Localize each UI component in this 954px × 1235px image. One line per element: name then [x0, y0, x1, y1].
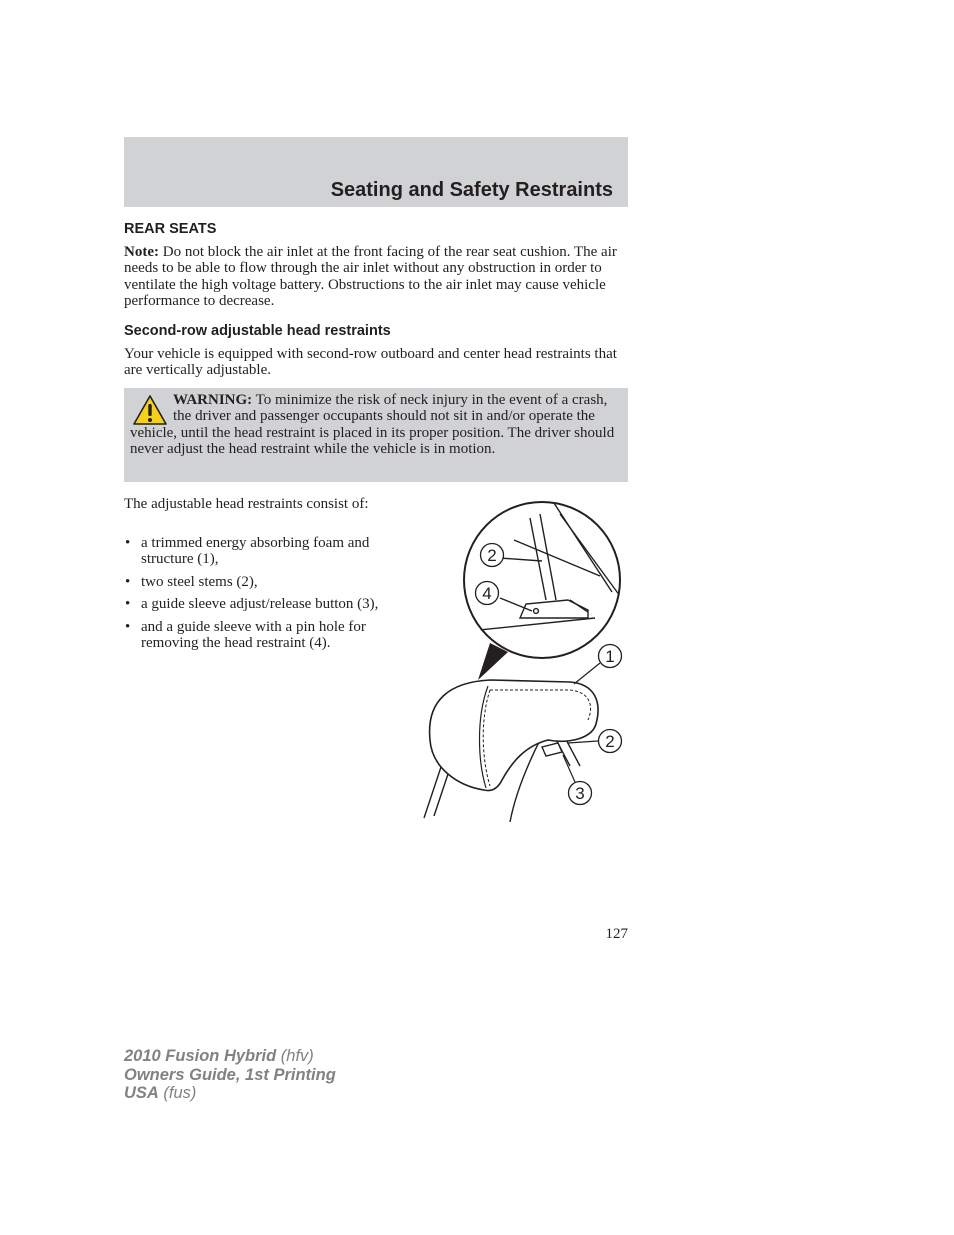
note-text: Do not block the air inlet at the front facing of the rear seat cushion. The air needs to be able to flow through the air inlet without any obstruction in order to ventilate the high voltage battery. Obstructions to the air inlet may cause vehicle performance to decrease.	[124, 244, 617, 310]
rear-seats-note	[124, 244, 628, 310]
callout-button: 3	[575, 784, 585, 803]
warning-label: WARNING:	[173, 392, 253, 408]
components-list	[124, 535, 386, 657]
list-item: • and a guide sleeve with a pin hole for removing the head restraint (4).	[124, 619, 386, 652]
callout-stem: 2	[605, 732, 615, 751]
head-restraints-heading: Second-row adjustable head restraints	[124, 323, 391, 339]
document-footer	[124, 1047, 336, 1103]
warning-box	[124, 388, 628, 482]
warning-body: To minimize the risk of neck injury in the event of a crash, the driver and passenger occupants should not sit in and/or operate the vehicle, until the head restraint is placed in its proper position. The driver should never adjust the head restraint while the vehicle is in motion.	[130, 392, 615, 458]
footer-model-code: (hfv)	[276, 1047, 314, 1065]
section-header-band	[124, 137, 628, 207]
footer-market: USA	[124, 1084, 159, 1102]
list-item: • a guide sleeve adjust/release button (3),	[124, 596, 386, 612]
callout-foam: 1	[605, 647, 615, 666]
note-label: Note:	[124, 244, 159, 260]
footer-guide: Owners Guide, 1st Printing	[124, 1065, 336, 1084]
components-intro: The adjustable head restraints consist of:	[124, 496, 369, 512]
footer-market-code: (fus)	[158, 1084, 197, 1102]
list-item: • two steel stems (2),	[124, 574, 386, 590]
page-number: 127	[605, 926, 628, 942]
callout-pin-hole: 4	[482, 584, 492, 603]
warning-text	[130, 392, 620, 458]
rear-seats-heading: REAR SEATS	[124, 221, 217, 237]
head-restraint-illustration	[420, 500, 630, 825]
footer-model: 2010 Fusion Hybrid	[124, 1047, 277, 1065]
list-item: • a trimmed energy absorbing foam and structure (1),	[124, 535, 386, 568]
head-restraints-intro: Your vehicle is equipped with second-row outboard and center head restraints that are vertically adjustable.	[124, 346, 617, 379]
section-title: Seating and Safety Restraints	[330, 179, 613, 201]
callout-stem-detail: 2	[487, 546, 497, 565]
